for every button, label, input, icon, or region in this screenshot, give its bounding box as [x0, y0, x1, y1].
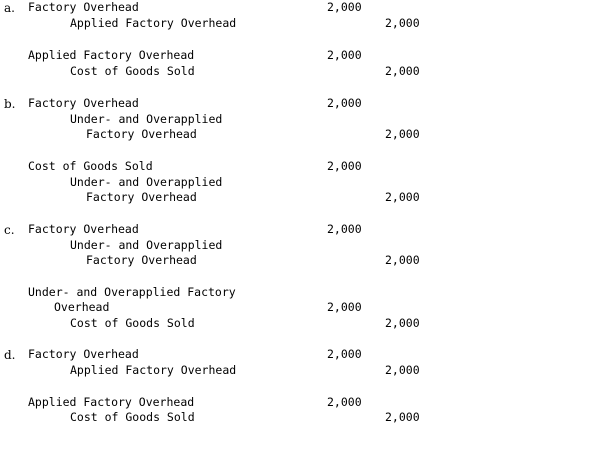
debit-amount: 2,000	[327, 395, 362, 409]
entry-debit-account: Applied Factory Overhead	[28, 395, 195, 409]
entry-debit-account: Factory Overhead	[28, 96, 139, 110]
entry-credit-account: Applied Factory Overhead	[70, 16, 237, 30]
debit-amount: 2,000	[327, 159, 362, 173]
entry-debit-account: Factory Overhead	[28, 0, 139, 14]
credit-amount: 2,000	[385, 16, 420, 30]
credit-amount: 2,000	[385, 410, 420, 424]
entry-credit-account: Under- and Overapplied	[70, 175, 223, 189]
entry-credit-account-continued: Factory Overhead	[86, 190, 197, 204]
debit-amount: 2,000	[327, 300, 362, 314]
option-letter-a: a.	[4, 1, 15, 15]
debit-amount: 2,000	[327, 48, 362, 62]
option-letter-b: b.	[4, 97, 16, 111]
entry-debit-account: Under- and Overapplied Factory	[28, 285, 236, 299]
option-letter-d: d.	[4, 348, 16, 362]
debit-amount: 2,000	[327, 222, 362, 236]
entry-credit-account: Cost of Goods Sold	[70, 64, 195, 78]
entry-debit-account: Applied Factory Overhead	[28, 48, 195, 62]
credit-amount: 2,000	[385, 190, 420, 204]
credit-amount: 2,000	[385, 363, 420, 377]
credit-amount: 2,000	[385, 127, 420, 141]
entry-debit-account: Cost of Goods Sold	[28, 159, 153, 173]
entry-credit-account: Under- and Overapplied	[70, 112, 223, 126]
entry-debit-account-continued: Overhead	[54, 300, 110, 314]
entry-debit-account: Factory Overhead	[28, 222, 139, 236]
debit-amount: 2,000	[327, 347, 362, 361]
entry-credit-account: Under- and Overapplied	[70, 238, 223, 252]
entry-credit-account-continued: Factory Overhead	[86, 253, 197, 267]
debit-amount: 2,000	[327, 96, 362, 110]
entry-credit-account: Applied Factory Overhead	[70, 363, 237, 377]
entry-credit-account: Cost of Goods Sold	[70, 410, 195, 424]
debit-amount: 2,000	[327, 0, 362, 14]
credit-amount: 2,000	[385, 253, 420, 267]
entry-credit-account: Cost of Goods Sold	[70, 316, 195, 330]
credit-amount: 2,000	[385, 64, 420, 78]
entry-debit-account: Factory Overhead	[28, 347, 139, 361]
entry-credit-account-continued: Factory Overhead	[86, 127, 197, 141]
option-letter-c: c.	[4, 223, 15, 237]
credit-amount: 2,000	[385, 316, 420, 330]
